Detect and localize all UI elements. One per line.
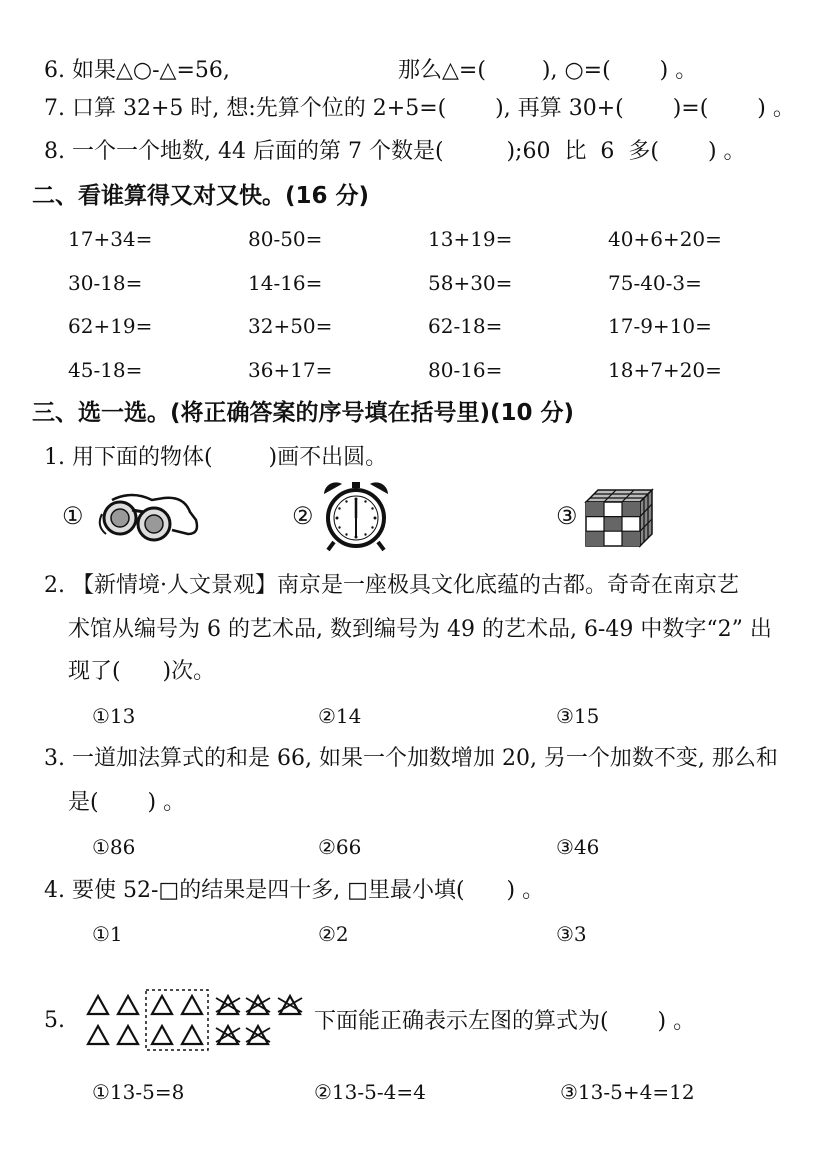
binoculars-icon xyxy=(92,490,200,546)
option: ①13 xyxy=(92,704,136,728)
option: ①13-5=8 xyxy=(92,1080,185,1104)
option: ③13-5+4=12 xyxy=(560,1080,695,1104)
calc-item: 62+19= xyxy=(68,314,153,338)
option: ③46 xyxy=(556,835,600,859)
option-label-1: ① xyxy=(62,502,84,530)
question-4: 4. 要使 52-□的结果是四十多, □里最小填( ) 。 xyxy=(44,878,545,903)
option-label-3: ③ xyxy=(556,502,578,530)
calc-item: 17+34= xyxy=(68,227,153,251)
question-3-line-1: 3. 一道加法算式的和是 66, 如果一个加数增加 20, 另一个加数不变, 那么和 xyxy=(44,746,778,771)
option-label-2: ② xyxy=(292,502,314,530)
question-2-line-1: 2. 【新情境·人文景观】南京是一座极具文化底蕴的古都。奇奇在南京艺 xyxy=(44,573,739,598)
option: ①86 xyxy=(92,835,136,859)
option: ①1 xyxy=(92,922,123,946)
question-7: 7. 口算 32+5 时, 想:先算个位的 2+5=( ), 再算 30+( )=( ) 。 xyxy=(44,96,795,121)
question-6-right: 那么△=( ), ○=( ) 。 xyxy=(398,58,698,83)
question-6-left: 6. 如果△○-△=56, xyxy=(44,58,230,83)
section-2-heading: 二、看谁算得又对又快。(16 分) xyxy=(32,183,370,209)
cube-icon xyxy=(584,488,654,548)
calc-item: 36+17= xyxy=(248,358,333,382)
calc-item: 45-18= xyxy=(68,358,143,382)
calc-item: 14-16= xyxy=(248,271,323,295)
question-2-line-3: 现了( )次。 xyxy=(68,659,216,684)
section-3-heading: 三、选一选。(将正确答案的序号填在括号里)(10 分) xyxy=(32,400,575,426)
calc-item: 40+6+20= xyxy=(608,227,722,251)
option: ②66 xyxy=(318,835,362,859)
calc-item: 80-50= xyxy=(248,227,323,251)
calc-item: 58+30= xyxy=(428,271,513,295)
alarm-clock-icon xyxy=(320,480,392,552)
option: ②14 xyxy=(318,704,362,728)
calc-item: 75-40-3= xyxy=(608,271,702,295)
calc-item: 13+19= xyxy=(428,227,513,251)
option: ③15 xyxy=(556,704,600,728)
calc-item: 32+50= xyxy=(248,314,333,338)
question-5-number: 5. xyxy=(44,1008,65,1033)
question-1: 1. 用下面的物体( )画不出圆。 xyxy=(44,445,388,470)
calc-item: 80-16= xyxy=(428,358,503,382)
question-2-line-2: 术馆从编号为 6 的艺术品, 数到编号为 49 的艺术品, 6-49 中数字“2” 出 xyxy=(68,617,772,642)
option: ②13-5-4=4 xyxy=(314,1080,426,1104)
option: ②2 xyxy=(318,922,349,946)
calc-item: 18+7+20= xyxy=(608,358,722,382)
question-5-text: 下面能正确表示左图的算式为( ) 。 xyxy=(314,1009,696,1034)
calc-item: 17-9+10= xyxy=(608,314,712,338)
calc-item: 30-18= xyxy=(68,271,143,295)
calc-item: 62-18= xyxy=(428,314,503,338)
question-8: 8. 一个一个地数, 44 后面的第 7 个数是( );60 比 6 多( ) 。 xyxy=(44,139,746,164)
option: ③3 xyxy=(556,922,587,946)
question-3-line-2: 是( ) 。 xyxy=(68,790,186,815)
triangle-diagram xyxy=(84,988,314,1052)
